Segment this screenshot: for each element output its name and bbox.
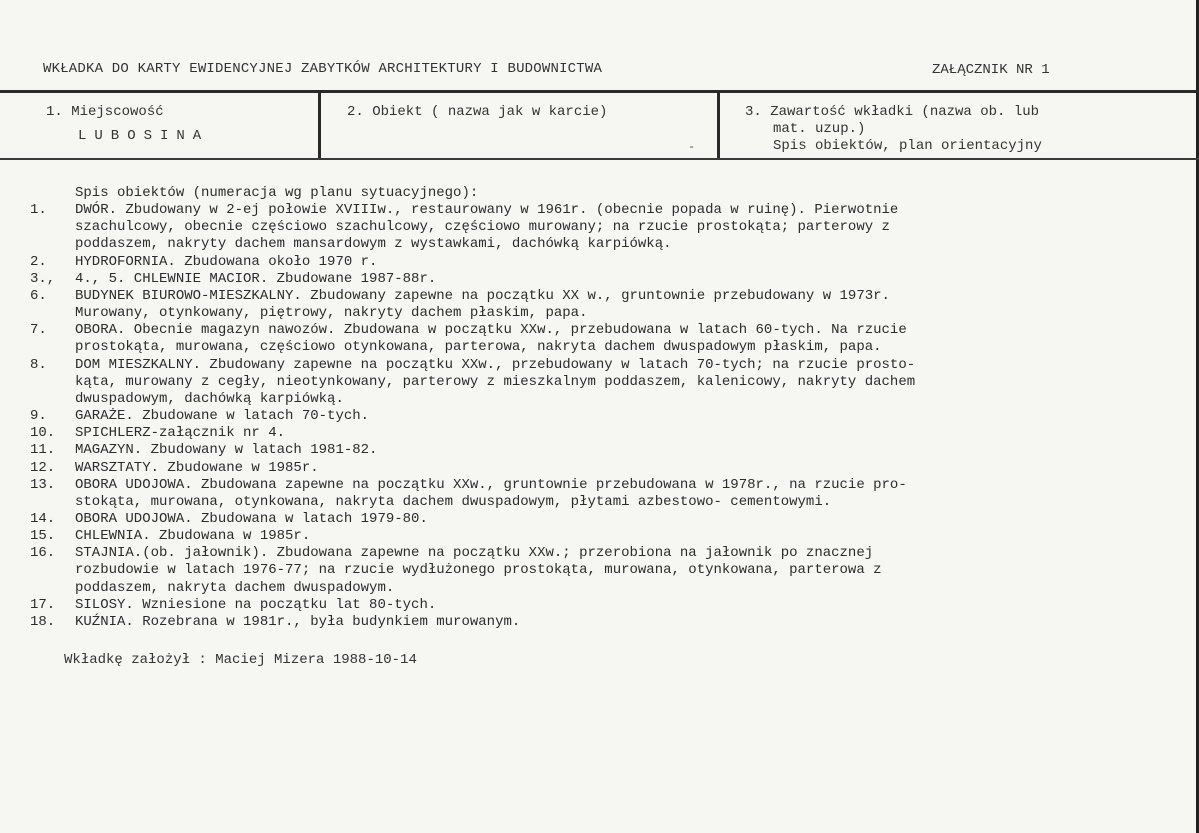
contents-label: 3. Zawartość wkładki (nazwa ob. lub	[745, 104, 1040, 120]
item-text	[75, 477, 1170, 511]
item-number: 13.	[30, 476, 56, 493]
list-item	[30, 254, 1170, 271]
item-text-line: poddaszem, nakryty dachem mansardowym z wystawkami, dachówką karpiówką.	[75, 236, 672, 253]
item-text-line: BUDYNEK BIUROWO-MIESZKALNY. Zbudowany zapewne na początku XX w., gruntownie przebudowany w 1973r.	[75, 287, 890, 304]
item-text	[75, 271, 1170, 288]
item-text	[75, 425, 1170, 442]
item-text-line: OBORA UDOJOWA. Zbudowana w latach 1979-80.	[75, 510, 428, 527]
item-text	[75, 442, 1170, 459]
item-text	[75, 545, 1170, 596]
list-item	[30, 408, 1170, 425]
item-text	[75, 460, 1170, 477]
item-number: 3.,	[30, 270, 56, 287]
list-item	[30, 597, 1170, 614]
object-list	[30, 185, 1170, 631]
item-text	[75, 408, 1170, 425]
column-divider-1	[318, 90, 321, 160]
item-number: 2.	[30, 253, 47, 270]
item-text-line: DOM MIESZKALNY. Zbudowany zapewne na początku XXw., przebudowany w latach 70-tych; na rzucie prosto-	[75, 356, 916, 373]
column-divider-2	[717, 90, 720, 160]
signature-line: Wkładkę założył : Maciej Mizera 1988-10-14	[64, 652, 417, 668]
item-number: 8.	[30, 356, 47, 373]
item-text	[75, 254, 1170, 271]
list-item	[30, 357, 1170, 408]
item-text-line: dwuspadowym, dachówką karpiówką.	[75, 390, 344, 407]
list-item	[30, 202, 1170, 253]
item-text-line: KUŹNIA. Rozebrana w 1981r., była budynkiem murowanym.	[75, 613, 521, 630]
item-text-line: Murowany, otynkowany, piętrowy, nakryty dachem płaskim, papa.	[75, 305, 588, 322]
list-item	[30, 442, 1170, 459]
item-number: 11.	[30, 442, 56, 459]
item-number: 17.	[30, 596, 56, 613]
item-text	[75, 202, 1170, 253]
card-title: WKŁADKA DO KARTY EWIDENCYJNEJ ZABYTKÓW ARCHITEKTURY I BUDOWNICTWA	[43, 61, 603, 77]
list-item	[30, 614, 1170, 631]
annex-label: ZAŁĄCZNIK NR 1	[932, 62, 1050, 78]
item-text-line: OBORA. Obecnie magazyn nawozów. Zbudowana w początku XXw., przebudowana w latach 60-tych. Na rzucie	[75, 322, 907, 339]
item-text-line: STAJNIA.(ob. jałownik). Zbudowana zapewne na początku XXw.; przerobiona na jałownik po znacznej	[75, 545, 874, 562]
item-text	[75, 357, 1170, 408]
item-text-line: GARAŻE. Zbudowane w latach 70-tych.	[75, 408, 370, 425]
item-text-line: MAGAZYN. Zbudowany w latach 1981-82.	[75, 442, 378, 459]
list-item	[30, 425, 1170, 442]
list-item	[30, 288, 1170, 322]
item-text-line: CHLEWNIA. Zbudowana w 1985r.	[75, 528, 311, 545]
item-text	[75, 528, 1170, 545]
item-text	[75, 322, 1170, 356]
item-text-line: DWÓR. Zbudowany w 2-ej połowie XVIIIw., restaurowany w 1961r. (obecnie popada w ruinę). Pierwotnie	[75, 202, 899, 219]
item-text-line: stokąta, murowana, otynkowana, nakryta dachem dwuspadowym, płytami azbestowo- cementowymi.	[75, 493, 832, 510]
item-text-line: 4., 5. CHLEWNIE MACIOR. Zbudowane 1987-88r.	[75, 270, 437, 287]
object-label: 2. Obiekt ( nazwa jak w karcie)	[347, 104, 608, 120]
item-text	[75, 597, 1170, 614]
item-text-line: poddaszem, nakryta dachem dwuspadowym.	[75, 579, 395, 596]
item-text-line: HYDROFORNIA. Zbudowana około 1970 r.	[75, 253, 378, 270]
list-item	[30, 322, 1170, 356]
item-text-line: prostokąta, murowana, częściowo otynkowana, parterowa, nakryta dachem dwuspadowym płaskim, papa.	[75, 339, 882, 356]
item-text-line: WARSZTATY. Zbudowane w 1985r.	[75, 459, 319, 476]
item-number: 15.	[30, 528, 56, 545]
item-text	[75, 511, 1170, 528]
item-text-line: szachulcowy, obecnie częściowo szachulcowy, częściowo murowany; na rzucie prostokąta; parterowy z	[75, 219, 890, 236]
item-number: 14.	[30, 510, 56, 527]
item-number: 9.	[30, 408, 47, 425]
locality-label: 1. Miejscowość	[46, 104, 164, 120]
item-text	[75, 288, 1170, 322]
item-text-line: kąta, murowany z cegły, nieotynkowany, parterowy z mieszkalnym poddaszem, kalenicowy, nakryty dachem	[75, 373, 916, 390]
list-item	[30, 271, 1170, 288]
item-text-line: OBORA UDOJOWA. Zbudowana zapewne na początku XXw., gruntownie przebudowana w 1978r., na rzucie pro-	[75, 476, 907, 493]
list-item	[30, 511, 1170, 528]
list-item	[30, 528, 1170, 545]
list-item	[30, 477, 1170, 511]
item-text-line: SPICHLERZ-załącznik nr 4.	[75, 425, 286, 442]
item-number: 12.	[30, 459, 56, 476]
item-number: 16.	[30, 545, 56, 562]
item-text-line: SILOSY. Wzniesione na początku lat 80-tych.	[75, 596, 437, 613]
object-mark: -	[688, 140, 696, 154]
list-items	[30, 202, 1170, 631]
item-number: 1.	[30, 202, 47, 219]
item-number: 10.	[30, 425, 56, 442]
item-number: 6.	[30, 287, 47, 304]
item-number: 18.	[30, 613, 56, 630]
header-rule-top	[0, 90, 1199, 93]
contents-label-cont: mat. uzup.)	[773, 121, 866, 137]
header-rule-bottom	[0, 158, 1199, 160]
item-text	[75, 614, 1170, 631]
list-intro: Spis obiektów (numeracja wg planu sytuacyjnego):	[75, 185, 479, 201]
item-text-line: rozbudowie w latach 1976-77; na rzucie wydłużonego prostokąta, murowana, otynkowana, parterowa z	[75, 562, 882, 579]
contents-value: Spis obiektów, plan orientacyjny	[773, 138, 1042, 154]
list-item	[30, 545, 1170, 596]
list-item	[30, 460, 1170, 477]
locality-value: LUBOSINA	[78, 128, 210, 144]
item-number: 7.	[30, 322, 47, 339]
